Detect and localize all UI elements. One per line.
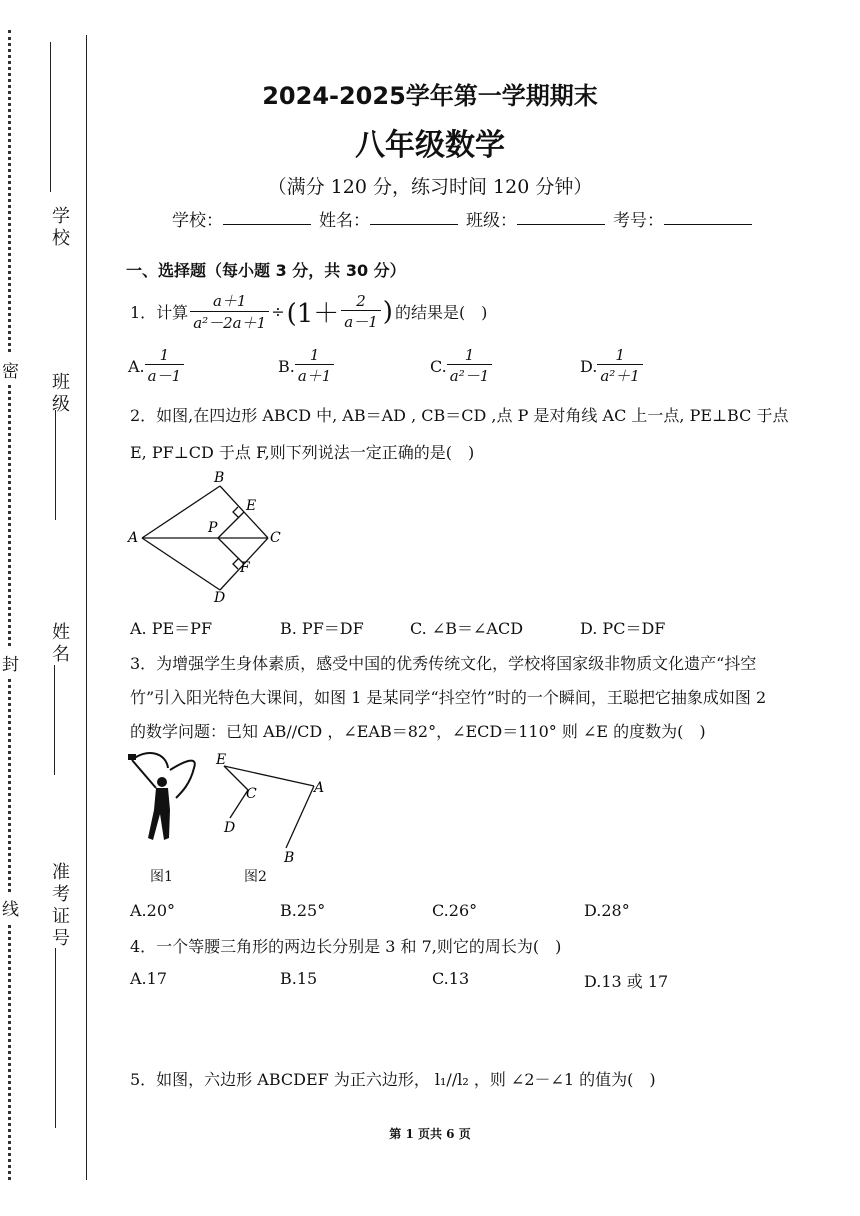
fig2-label-f: F: [240, 560, 250, 576]
q1-option-b[interactable]: [278, 346, 334, 386]
question-5: 5．如图，六边形 ABCDEF 为正六边形， l₁//l₂ ，则 ∠2－∠1 的值为( ): [130, 1070, 656, 1089]
q3-option-d[interactable]: D.28°: [584, 901, 630, 920]
fig2-label-a: A: [128, 530, 139, 546]
fig2-label-d: D: [214, 590, 226, 606]
q1-prefix: 1．计算: [130, 303, 189, 322]
q1-option-d[interactable]: [580, 346, 643, 386]
question-3-line-3: 的数学问题：已知 AB//CD ，∠EAB＝82°，∠ECD＝110° 则 ∠E 的度数为( ): [130, 722, 706, 741]
side-rule: [55, 948, 56, 1128]
divide-sign: ÷: [271, 302, 285, 321]
denominator: a－1: [147, 367, 182, 385]
section-heading: 一、选择题（每小题 3 分，共 30 分）: [126, 261, 406, 280]
seal-char-mi: 密: [2, 355, 19, 384]
denominator: a²＋1: [600, 367, 640, 385]
question-3-line-2: 竹”引入阳光特色大课间，如图 1 是某同学“抖空竹”时的一个瞬间，王聪把它抽象成如图 2: [130, 688, 767, 707]
field-label-class: 班级：: [466, 211, 517, 231]
side-rule: [50, 42, 51, 192]
option-fraction: [447, 346, 493, 386]
seal-char-xian: 线: [2, 893, 19, 922]
q4-option-b[interactable]: B.15: [280, 969, 318, 988]
q1-fraction-1: [190, 290, 269, 333]
margin-border-line: [86, 35, 87, 1180]
numerator: 1: [295, 346, 335, 365]
fig3-label-b: B: [284, 850, 295, 866]
option-label: B.: [278, 356, 295, 376]
name-blank[interactable]: [370, 206, 458, 225]
page-number-footer: 第 1 页共 6 页: [389, 1127, 471, 1141]
figure-1-caption: 图1: [150, 869, 173, 885]
q1-fraction-2: [341, 292, 381, 332]
question-1: [130, 290, 487, 333]
q3-option-c[interactable]: C.26°: [432, 901, 478, 920]
field-label-exam-number: 考号：: [613, 211, 664, 231]
fig2-label-p: P: [208, 520, 218, 536]
question-4: 4．一个等腰三角形的两边长分别是 3 和 7,则它的周长为( ): [130, 937, 562, 956]
numerator: 2: [341, 292, 381, 311]
school-blank[interactable]: [223, 206, 311, 225]
option-fraction: [145, 346, 185, 386]
field-label-name: 姓名：: [319, 211, 370, 231]
fig3-label-e: E: [216, 752, 227, 768]
q3-figure-2: [210, 748, 330, 868]
q2-option-c[interactable]: C. ∠B＝∠ACD: [410, 619, 524, 638]
option-label: D.: [580, 356, 598, 376]
q3-option-a[interactable]: A.20°: [130, 901, 175, 920]
q1-paren-close: ): [382, 296, 393, 327]
option-fraction: [597, 346, 643, 386]
seal-char-feng: 封: [2, 648, 19, 677]
subject-title: 八年级数学: [355, 128, 505, 163]
figure-2-caption: 图2: [244, 869, 267, 885]
binding-dotted-line: [8, 30, 11, 1180]
q3-option-b[interactable]: B.25°: [280, 901, 326, 920]
field-label-school: 学校：: [172, 211, 223, 231]
question-2-line-1: 2．如图,在四边形 ABCD 中, AB＝AD , CB＝CD ,点 P 是对角线 AC 上一点, PE⊥BC 于点: [130, 406, 789, 425]
numerator: 1: [145, 346, 185, 365]
q4-option-a[interactable]: A.17: [130, 969, 167, 988]
q4-option-c[interactable]: C.13: [432, 969, 470, 988]
q1-option-c[interactable]: [430, 346, 492, 386]
q2-option-d[interactable]: D. PC＝DF: [580, 619, 666, 638]
q1-option-a[interactable]: [128, 346, 184, 386]
q2-figure: [120, 468, 300, 608]
side-rule: [54, 665, 55, 775]
side-rule: [55, 410, 56, 520]
q1-suffix: 的结果是( ): [394, 303, 488, 322]
question-3-line-1: 3．为增强学生身体素质，感受中国的优秀传统文化，学校将国家级非物质文化遗产“抖空: [130, 654, 757, 673]
fig3-label-a: A: [314, 780, 325, 796]
option-label: A.: [128, 356, 145, 376]
option-label: C.: [430, 356, 447, 376]
q4-option-d[interactable]: D.13 或 17: [584, 972, 669, 991]
student-info-row: [172, 206, 760, 231]
fig2-label-e: E: [246, 498, 257, 514]
denominator: a＋1: [297, 367, 332, 385]
numerator: 1: [447, 346, 493, 365]
numerator: a＋1: [190, 290, 269, 312]
diabolo-player-image: [126, 748, 206, 848]
side-label-name: 姓名: [52, 622, 70, 665]
q2-option-a[interactable]: A. PE＝PF: [130, 619, 213, 638]
fig2-label-c: C: [270, 530, 281, 546]
side-label-class: 班级: [52, 372, 70, 415]
exam-number-blank[interactable]: [664, 206, 752, 225]
numerator: 1: [597, 346, 643, 365]
exam-title: 2024-2025学年第一学期期末: [262, 82, 598, 110]
fig3-label-c: C: [246, 786, 257, 802]
denominator: a²－2a＋1: [193, 314, 267, 332]
class-blank[interactable]: [517, 206, 605, 225]
option-fraction: [295, 346, 335, 386]
exam-subtitle: （满分 120 分，练习时间 120 分钟）: [267, 176, 593, 198]
denominator: a²－1: [449, 367, 490, 385]
q1-paren-open: (1＋: [286, 299, 340, 329]
fig2-label-b: B: [214, 470, 225, 486]
denominator: a－1: [344, 312, 378, 331]
q2-option-b[interactable]: B. PF＝DF: [280, 619, 364, 638]
side-label-exam-number: 准考证号: [52, 862, 70, 949]
fig3-label-d: D: [224, 820, 236, 836]
question-2-line-2: E, PF⊥CD 于点 F,则下列说法一定正确的是( ): [130, 443, 475, 462]
side-label-school: 学校: [52, 206, 70, 249]
